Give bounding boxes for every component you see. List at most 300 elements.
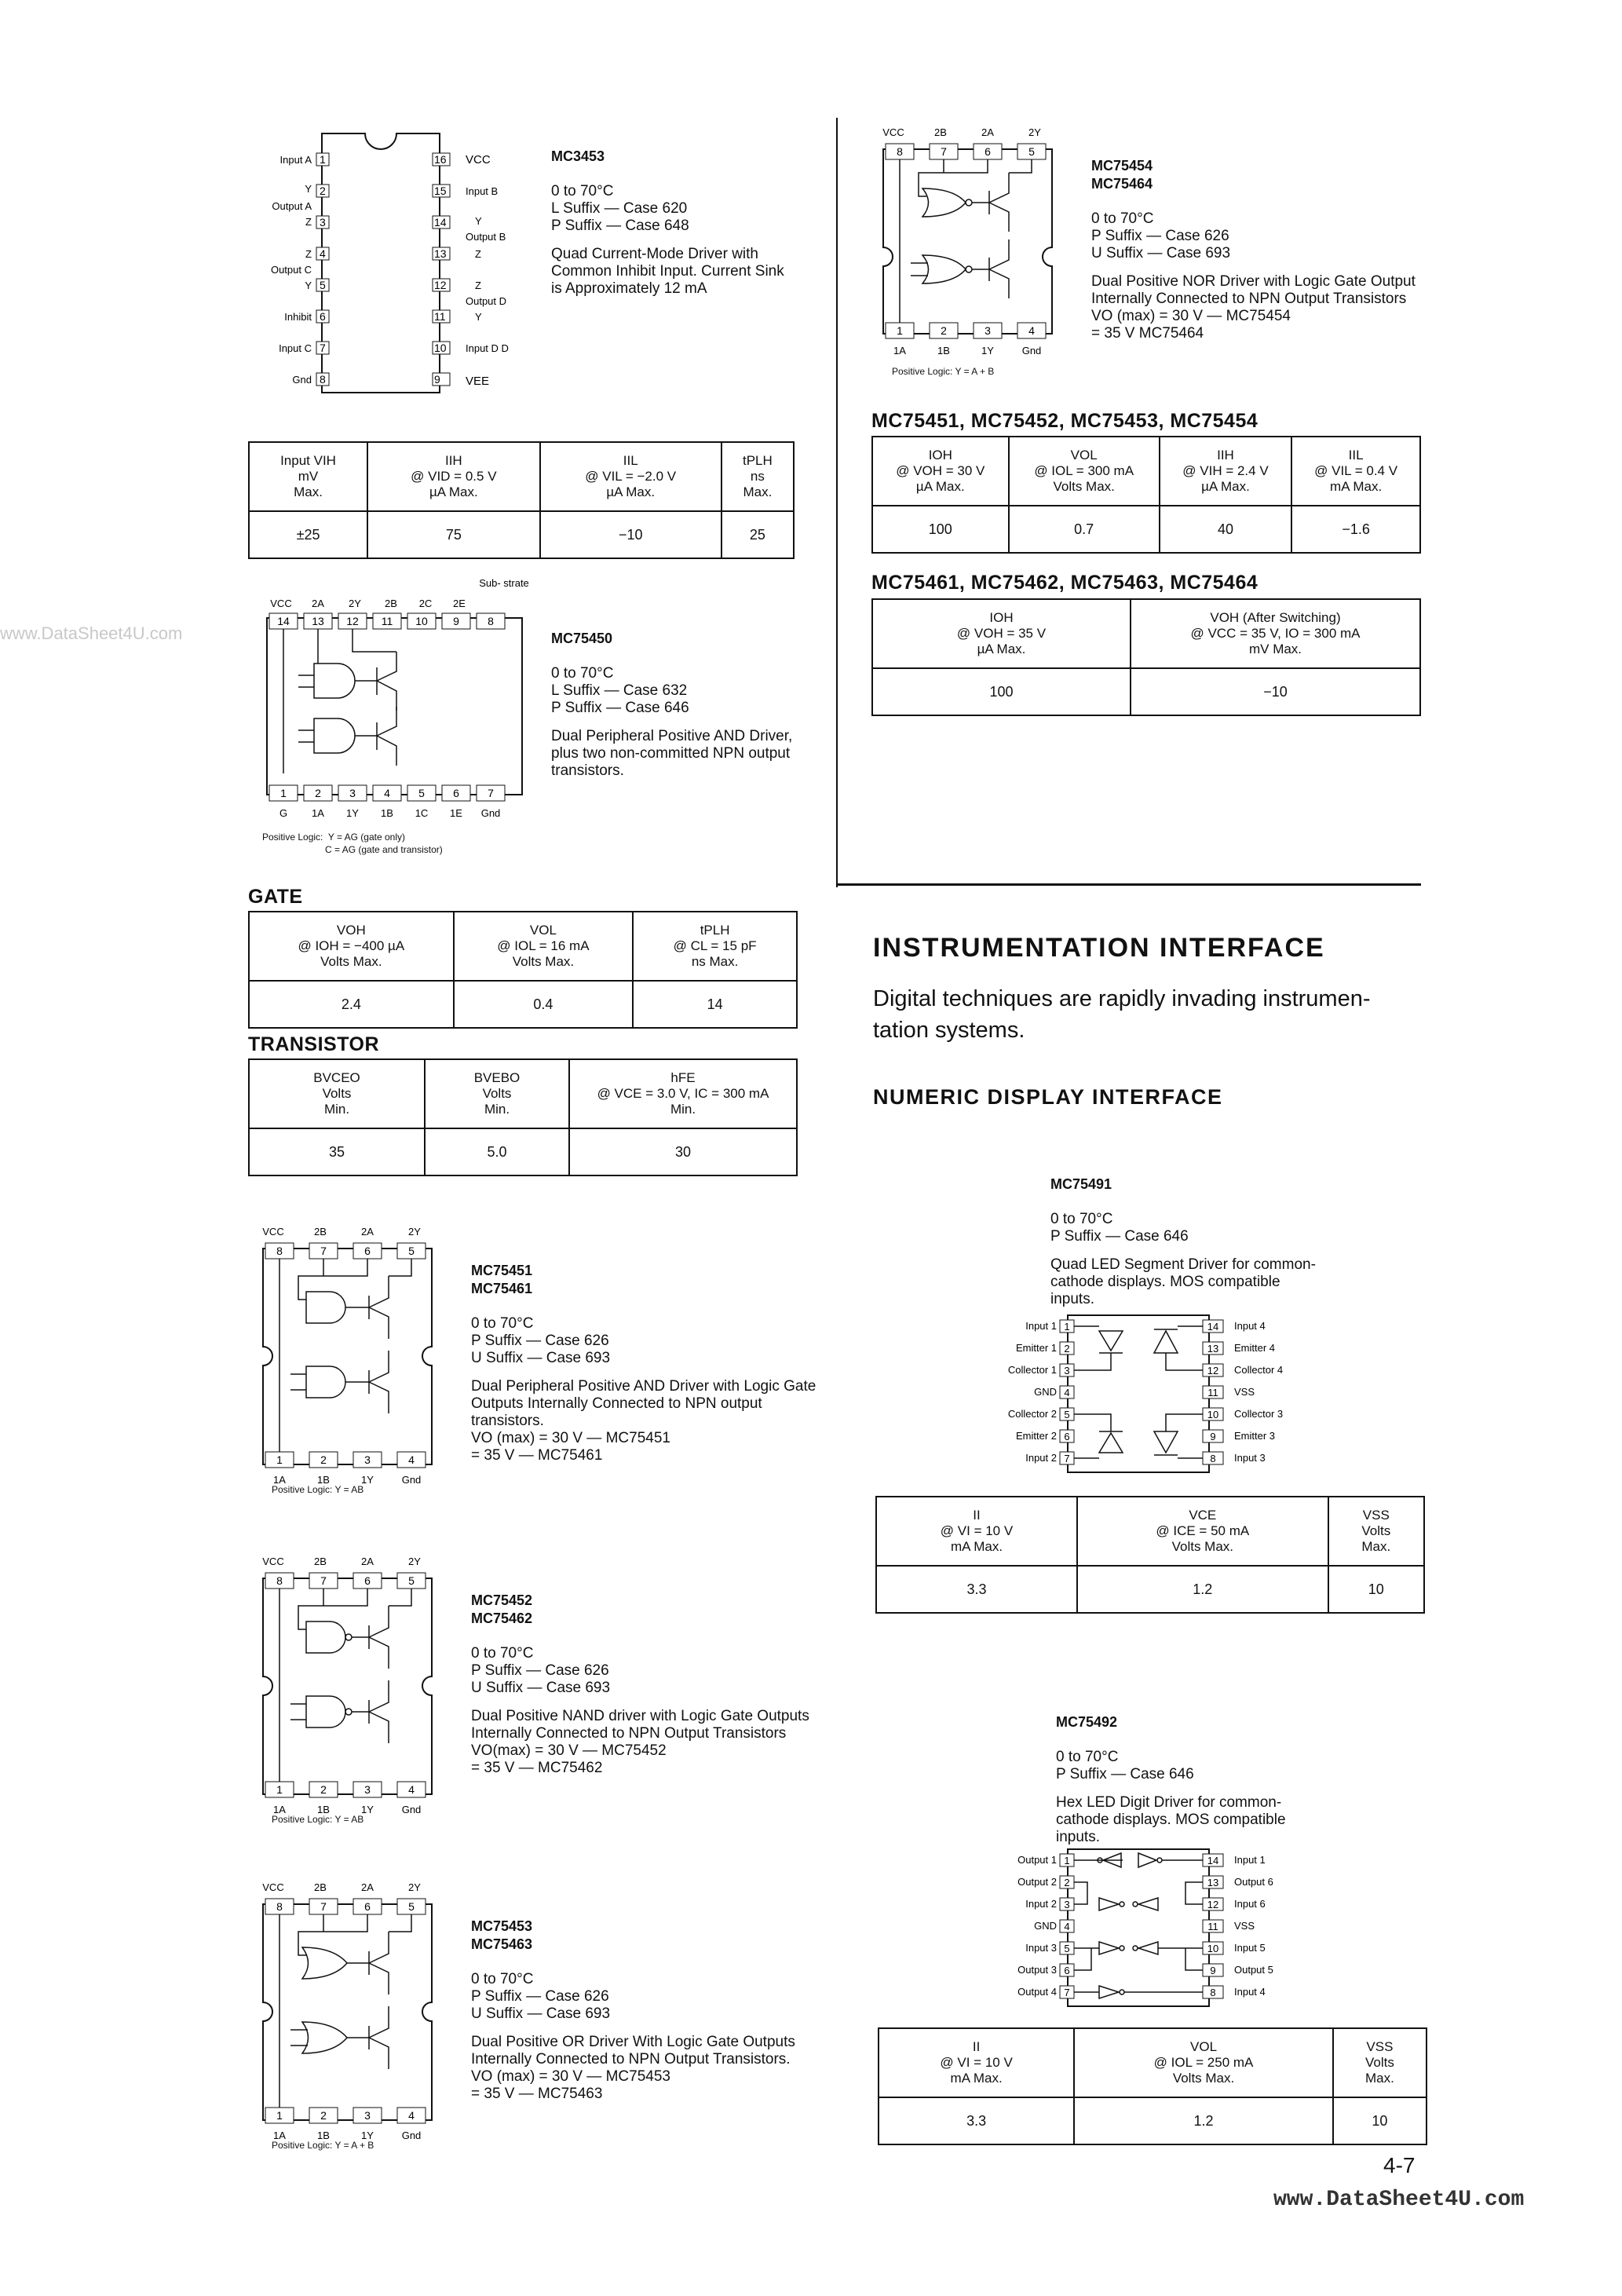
- section-paragraph: Digital techniques are rapidly invading instrumen- tation systems.: [873, 986, 1371, 1043]
- table-header: VOL @ IOL = 250 mA Volts Max.: [1074, 2028, 1333, 2097]
- pin-label: 14: [277, 615, 290, 627]
- signal-label: Emitter 4: [1234, 1342, 1276, 1354]
- pin-label: 1: [1064, 1321, 1070, 1333]
- table-5145x: [871, 436, 1421, 554]
- pin-label: 13: [1207, 1343, 1219, 1355]
- part-function: Hex LED Digit Driver for common- cathode displays. MOS compatible inputs.: [1056, 1794, 1286, 1845]
- top-pins: [269, 613, 505, 629]
- signal-label: 2B: [385, 598, 397, 609]
- bottom-pins: [269, 785, 505, 801]
- table-cell: 10: [1333, 2097, 1427, 2144]
- signal-label: 1B: [317, 2130, 330, 2141]
- signal-label: Sub- strate: [479, 577, 529, 589]
- signal-label: 1A: [312, 807, 324, 819]
- signal-label: Input D D: [466, 342, 509, 354]
- table-cell: 30: [569, 1128, 797, 1175]
- watermark-bottom: www.DataSheet4U.com: [1273, 2188, 1525, 2212]
- table-header: VOH @ IOH = −400 µA Volts Max.: [249, 912, 454, 981]
- pin-label: 6: [364, 1574, 371, 1587]
- table-header: VOL @ IOL = 16 mA Volts Max.: [454, 912, 634, 981]
- table-cell: 25: [721, 511, 794, 558]
- signal-label: VCC: [882, 126, 904, 138]
- table-cell: 35: [249, 1128, 425, 1175]
- mc75453-logic: Positive Logic: Y = A + B: [272, 2140, 374, 2151]
- pin-label: 5: [408, 1574, 415, 1587]
- pin-label: 9: [434, 373, 440, 386]
- signal-label: VCC: [270, 598, 292, 609]
- pin-label: 3: [364, 1783, 371, 1796]
- part-title: MC75453 MC75463: [471, 1918, 533, 1952]
- pin-label: 10: [415, 615, 428, 627]
- signal-label: Input 2: [1025, 1898, 1057, 1910]
- pin-label: 8: [276, 1245, 283, 1257]
- pin-label: 4: [1028, 324, 1035, 337]
- table-header: VSS Volts Max.: [1333, 2028, 1427, 2097]
- pin-label: 8: [897, 145, 903, 158]
- signal-label: Input 3: [1025, 1942, 1057, 1954]
- pin-label: 4: [384, 787, 390, 799]
- pin-label: 4: [1064, 1921, 1070, 1932]
- signal-label: VCC: [262, 1556, 284, 1567]
- signal-label: Z: [305, 216, 312, 228]
- signal-label: 1Y: [361, 1474, 374, 1486]
- signal-label: Gnd: [1021, 345, 1042, 356]
- table-cell: 100: [872, 506, 1009, 553]
- page-number: 4-7: [1383, 2153, 1416, 2177]
- part-title: MC75454 MC75464: [1091, 158, 1153, 192]
- package-body: [322, 133, 440, 393]
- mc75454-package-diagram: [871, 122, 1076, 389]
- part-title: MC3453: [551, 148, 605, 164]
- table-cell: 1.2: [1077, 1566, 1328, 1613]
- part-function: Dual Positive OR Driver With Logic Gate Outputs Internally Connected to NPN Output Transistors. VO (max) = 30 V — MC75453 = 35 V — MC75463: [471, 2034, 795, 2102]
- signal-label: 1B: [317, 1474, 330, 1486]
- pin-label: 10: [434, 342, 447, 354]
- pin-label: 4: [320, 247, 326, 260]
- mc75450-logic: Positive Logic: Y = AG (gate only) C = AG (gate and transistor): [262, 832, 443, 855]
- pin-label: 1: [276, 1783, 283, 1796]
- pin-label: 6: [453, 787, 459, 799]
- signal-label: Gnd: [292, 374, 312, 386]
- signal-label: VCC: [466, 153, 491, 166]
- signal-label: Input 4: [1234, 1986, 1266, 1998]
- pin-label: 8: [1210, 1453, 1216, 1464]
- signal-label: Output 4: [1017, 1986, 1057, 1998]
- signal-label: 2Y: [408, 1556, 421, 1567]
- transistor-spec-table: [248, 1058, 798, 1176]
- mc75492-description: [1056, 1696, 1286, 1863]
- signal-label: Output 6: [1234, 1876, 1273, 1888]
- pin-label: 11: [1207, 1387, 1218, 1398]
- signal-label: Inhibit: [284, 311, 312, 323]
- signal-label: VSS: [1234, 1386, 1255, 1398]
- table-cell: 10: [1328, 1566, 1424, 1613]
- mc3453-package-diagram: [247, 118, 561, 416]
- signal-label: Input 4: [1234, 1320, 1266, 1332]
- signal-label: Output A: [272, 200, 312, 212]
- signal-label: 2B: [314, 1226, 327, 1238]
- signal-label: Output 5: [1234, 1964, 1273, 1976]
- signal-label: VSS: [1234, 1920, 1255, 1932]
- pin-label: 1: [276, 2109, 283, 2122]
- table-header: tPLH ns Max.: [721, 442, 794, 511]
- table-header: VSS Volts Max.: [1328, 1497, 1424, 1566]
- table-header: VOL @ IOL = 300 mA Volts Max.: [1009, 437, 1160, 506]
- signal-label: 2C: [418, 598, 433, 609]
- column-divider: [836, 118, 838, 887]
- pin-label: 1: [276, 1453, 283, 1466]
- signal-label: Emitter 3: [1234, 1430, 1276, 1442]
- signal-label: Input 1: [1025, 1320, 1057, 1332]
- package-body: [263, 1904, 432, 2120]
- signal-label: Input A: [279, 154, 312, 166]
- signal-label: Gnd: [401, 1804, 422, 1815]
- pin-label: 8: [320, 373, 326, 386]
- mc75454-description: [1091, 140, 1416, 360]
- mc75452-package-diagram: [251, 1551, 455, 1818]
- signal-label: Output 2: [1017, 1876, 1057, 1888]
- mc75452-logic: Positive Logic: Y = AB: [272, 1814, 364, 1825]
- right-pins: [433, 153, 450, 386]
- signal-label: 1B: [317, 1804, 330, 1815]
- pin-label: 7: [320, 1574, 327, 1587]
- pin-label: 14: [1207, 1855, 1219, 1866]
- signal-label: 2B: [314, 1881, 327, 1893]
- signal-label: Output C: [270, 264, 312, 276]
- signal-label: 1B: [381, 807, 393, 819]
- table-cell: −10: [1131, 668, 1420, 715]
- signal-label: 2A: [312, 598, 324, 609]
- table-header: IIL @ VIL = −2.0 V µA Max.: [540, 442, 721, 511]
- mc75451-logic: Positive Logic: Y = AB: [272, 1484, 364, 1495]
- pin-label: 10: [1207, 1943, 1219, 1954]
- table-cell: 2.4: [249, 981, 454, 1028]
- signal-label: 2A: [361, 1226, 374, 1238]
- table-header: IOH @ VOH = 30 V µA Max.: [872, 437, 1009, 506]
- pin-label: 2: [1064, 1877, 1070, 1888]
- pin-label: 16: [434, 153, 447, 166]
- signal-label: 1C: [415, 807, 429, 819]
- pin-label: 3: [1064, 1365, 1070, 1377]
- signal-label: Output D: [466, 295, 507, 307]
- part-function: Dual Peripheral Positive AND Driver with Logic Gate Outputs Internally Connected to NPN output transistors. VO (max) = 30 V — MC75451 = 35 V — MC75461: [471, 1378, 816, 1464]
- table-cell: 14: [633, 981, 797, 1028]
- signal-label: Y: [305, 280, 312, 291]
- pin-label: 11: [381, 615, 393, 627]
- signal-label: Gnd: [401, 2130, 422, 2141]
- signal-label: G: [279, 807, 288, 819]
- pin-label: 2: [941, 324, 947, 337]
- table-header: BVEBO Volts Min.: [425, 1059, 569, 1128]
- pin-label: 3: [1064, 1899, 1070, 1910]
- internal-circuit: [900, 159, 1032, 323]
- part-title: MC75492: [1056, 1714, 1118, 1730]
- internal-circuit: [283, 629, 396, 773]
- pin-label: 5: [418, 787, 425, 799]
- section-heading: INSTRUMENTATION INTERFACE: [873, 933, 1325, 963]
- pin-label: 15: [434, 185, 447, 197]
- signal-label: Collector 2: [1007, 1408, 1057, 1420]
- signal-label: Input C: [279, 342, 312, 354]
- table-5146x: [871, 598, 1421, 716]
- mc75491-package-diagram: [974, 1307, 1319, 1476]
- part-function: Quad Current-Mode Driver with Common Inhibit Input. Current Sink is Approximately 12 mA: [551, 246, 784, 297]
- part-function: Dual Peripheral Positive AND Driver, plus two non-committed NPN output transistors.: [551, 728, 793, 779]
- package-body: [267, 618, 522, 795]
- pin-label: 3: [364, 1453, 371, 1466]
- pin-label: 1: [1064, 1855, 1070, 1866]
- transistor-table-title: TRANSISTOR: [248, 1033, 380, 1055]
- pin-label: 5: [320, 279, 326, 291]
- table-header: VCE @ ICE = 50 mA Volts Max.: [1077, 1497, 1328, 1566]
- signal-label: 1E: [450, 807, 462, 819]
- part-specs: 0 to 70°C P Suffix — Case 626 U Suffix — Case 693: [471, 1971, 611, 2022]
- pin-label: 6: [320, 310, 326, 323]
- table-header: II @ VI = 10 V mA Max.: [876, 1497, 1077, 1566]
- pin-label: 11: [1207, 1921, 1218, 1932]
- signal-label: Gnd: [401, 1474, 422, 1486]
- pin-label: 8: [488, 615, 494, 627]
- signal-label: Collector 1: [1007, 1364, 1057, 1376]
- mc75491-description: [1050, 1158, 1316, 1325]
- pin-label: 6: [364, 1900, 371, 1913]
- internal-circuit: [1074, 1326, 1203, 1458]
- mc75450-description: [551, 612, 792, 797]
- pin-label: 14: [1207, 1321, 1219, 1333]
- signal-label: 2Y: [349, 598, 361, 609]
- table-header: IOH @ VOH = 35 V µA Max.: [872, 599, 1131, 668]
- pin-label: 7: [941, 145, 947, 158]
- signal-label: 1B: [937, 345, 950, 356]
- pin-label: 12: [346, 615, 359, 627]
- left-signal-labels: [271, 154, 312, 386]
- mc75492-package-diagram: [974, 1841, 1319, 2010]
- pin-label: 4: [408, 1783, 415, 1796]
- signal-label: 2B: [314, 1556, 327, 1567]
- pin-label: 13: [1207, 1877, 1219, 1888]
- package-body: [263, 1249, 432, 1464]
- pin-label: 1: [320, 153, 326, 166]
- part-function: Quad LED Segment Driver for common- cathode displays. MOS compatible inputs.: [1050, 1256, 1316, 1307]
- part-title: MC75491: [1050, 1176, 1112, 1192]
- pin-label: 13: [434, 247, 447, 260]
- signal-label: 2Y: [1028, 126, 1041, 138]
- pin-label: 5: [1064, 1943, 1070, 1954]
- signal-label: 1A: [893, 345, 906, 356]
- part-specs: 0 to 70°C P Suffix — Case 626 U Suffix — Case 693: [1091, 210, 1231, 261]
- pin-label: 6: [364, 1245, 371, 1257]
- pin-label: 4: [408, 2109, 415, 2122]
- table-header: hFE @ VCE = 3.0 V, IC = 300 mA Min.: [569, 1059, 797, 1128]
- pin-label: 2: [320, 1783, 327, 1796]
- mc3453-description: [551, 130, 784, 315]
- signal-label: 2B: [934, 126, 947, 138]
- pin-label: 7: [320, 1245, 327, 1257]
- pin-label: 12: [1207, 1365, 1219, 1377]
- signal-label: Collector 4: [1234, 1364, 1284, 1376]
- top-labels: [270, 577, 529, 609]
- part-function: Dual Positive NAND driver with Logic Gate Outputs Internally Connected to NPN Output Transistors VO(max) = 30 V — MC75452 = 35 V — MC75462: [471, 1708, 809, 1776]
- signal-label: 1A: [273, 2130, 286, 2141]
- signal-label: 1A: [273, 1804, 286, 1815]
- pin-label: 1: [897, 324, 903, 337]
- part-function: Dual Positive NOR Driver with Logic Gate Output Internally Connected to NPN Output Transistors VO (max) = 30 V — MC75454 = 35 V MC75464: [1091, 273, 1416, 342]
- signal-label: Gnd: [480, 807, 501, 819]
- table-cell: 100: [872, 668, 1131, 715]
- mc75453-description: [471, 1900, 795, 2120]
- signal-label: Input B: [466, 185, 499, 197]
- pin-label: 7: [1064, 1987, 1070, 1998]
- part-specs: 0 to 70°C L Suffix — Case 620 P Suffix — Case 648: [551, 183, 689, 234]
- pin-label: 9: [1210, 1431, 1216, 1442]
- table-cell: 3.3: [879, 2097, 1074, 2144]
- part-specs: 0 to 70°C P Suffix — Case 626 U Suffix — Case 693: [471, 1315, 611, 1366]
- signal-label: GND: [1034, 1386, 1057, 1398]
- signal-label: 1Y: [361, 2130, 374, 2141]
- pin-label: 3: [364, 2109, 371, 2122]
- pin-label: 5: [1064, 1409, 1070, 1420]
- pin-label: 5: [1028, 145, 1035, 158]
- pin-label: 8: [276, 1574, 283, 1587]
- signal-label: Input 6: [1234, 1898, 1266, 1910]
- pin-label: 4: [1064, 1387, 1070, 1398]
- signal-label: Y: [475, 215, 482, 227]
- signal-label: VEE: [466, 375, 490, 388]
- table-cell: 0.4: [454, 981, 634, 1028]
- package-body: [1068, 1315, 1209, 1472]
- signal-label: 2Y: [408, 1226, 421, 1238]
- mc75451-package-diagram: [251, 1221, 455, 1488]
- table-cell: ±25: [249, 511, 367, 558]
- pin-label: 2: [320, 2109, 327, 2122]
- mc75454-logic: Positive Logic: Y = A + B: [892, 366, 995, 377]
- signal-label: VCC: [262, 1881, 284, 1893]
- signal-label: Input 1: [1234, 1854, 1266, 1866]
- pin-label: 7: [320, 1900, 327, 1913]
- package-body: [263, 1578, 432, 1794]
- watermark-left: www.DataSheet4U.com: [0, 623, 183, 643]
- pin-label: 3: [349, 787, 356, 799]
- signal-label: 1Y: [981, 345, 994, 356]
- signal-label: Z: [475, 280, 481, 291]
- table-cell: 0.7: [1009, 506, 1160, 553]
- pin-label: 11: [434, 310, 446, 323]
- mc75453-package-diagram: [251, 1877, 455, 2144]
- pin-label: 2: [1064, 1343, 1070, 1355]
- table-header: VOH (After Switching) @ VCC = 35 V, IO = 300 mA mV Max.: [1131, 599, 1420, 668]
- part-specs: 0 to 70°C P Suffix — Case 646: [1056, 1749, 1194, 1782]
- signal-label: Collector 3: [1234, 1408, 1284, 1420]
- pin-label: 7: [1064, 1453, 1070, 1464]
- table-cell: 3.3: [876, 1566, 1077, 1613]
- internal-circuit: [1074, 1853, 1203, 1998]
- pin-label: 6: [1064, 1431, 1070, 1442]
- pin-label: 6: [985, 145, 991, 158]
- pin-label: 5: [408, 1245, 415, 1257]
- signal-label: Output 1: [1017, 1854, 1057, 1866]
- pin-label: 5: [408, 1900, 415, 1913]
- signal-label: Z: [305, 248, 312, 260]
- pin-label: 10: [1207, 1409, 1219, 1420]
- part-title: MC75450: [551, 631, 613, 646]
- signal-label: Emitter 2: [1015, 1430, 1057, 1442]
- signal-label: 2Y: [408, 1881, 421, 1893]
- signal-label: Input 2: [1025, 1452, 1057, 1464]
- table-header: II @ VI = 10 V mA Max.: [879, 2028, 1074, 2097]
- pin-label: 12: [434, 279, 447, 291]
- pin-label: 14: [434, 216, 447, 229]
- signal-label: Input 5: [1234, 1942, 1266, 1954]
- pin-label: 7: [488, 787, 494, 799]
- mc75492-spec-table: [878, 2027, 1427, 2145]
- table-cell: −1.6: [1291, 506, 1420, 553]
- section-divider: [836, 883, 1421, 886]
- pin-label: 13: [312, 615, 324, 627]
- subsection-heading: NUMERIC DISPLAY INTERFACE: [873, 1085, 1223, 1109]
- table-5146x-title: MC75461, MC75462, MC75463, MC75464: [871, 572, 1259, 594]
- signal-label: 1Y: [361, 1804, 374, 1815]
- table-header: IIH @ VIH = 2.4 V µA Max.: [1160, 437, 1291, 506]
- part-specs: 0 to 70°C P Suffix — Case 646: [1050, 1211, 1189, 1245]
- pin-label: 4: [408, 1453, 415, 1466]
- gate-table-title: GATE: [248, 886, 303, 908]
- signal-label: 2A: [981, 126, 994, 138]
- pin-label: 8: [1210, 1987, 1216, 1998]
- table-cell: 75: [367, 511, 540, 558]
- signal-label: 1Y: [346, 807, 359, 819]
- part-title: MC75451 MC75461: [471, 1263, 533, 1296]
- part-specs: 0 to 70°C P Suffix — Case 626 U Suffix — Case 693: [471, 1645, 611, 1696]
- signal-label: Y: [475, 311, 482, 323]
- pin-label: 7: [320, 342, 326, 354]
- internal-circuit: [279, 1589, 411, 1782]
- mc75450-package-diagram: [251, 577, 550, 868]
- signal-label: Z: [475, 248, 481, 260]
- table-cell: 1.2: [1074, 2097, 1333, 2144]
- table-header: BVCEO Volts Min.: [249, 1059, 425, 1128]
- package-body: [883, 149, 1052, 334]
- mc75491-spec-table: [875, 1496, 1425, 1614]
- pin-label: 2: [320, 1453, 327, 1466]
- internal-circuit: [279, 1259, 411, 1452]
- signal-label: Y: [305, 183, 312, 195]
- table-header: IIL @ VIL = 0.4 V mA Max.: [1291, 437, 1420, 506]
- mc75451-description: [471, 1245, 816, 1482]
- signal-label: Emitter 1: [1015, 1342, 1057, 1354]
- table-header: tPLH @ CL = 15 pF ns Max.: [633, 912, 797, 981]
- pin-label: 12: [1207, 1899, 1219, 1910]
- gate-spec-table: [248, 911, 798, 1029]
- table-cell: −10: [540, 511, 721, 558]
- table-header: IIH @ VID = 0.5 V µA Max.: [367, 442, 540, 511]
- package-body: [1068, 1849, 1209, 2006]
- table-header: Input VIH mV Max.: [249, 442, 367, 511]
- pin-label: 2: [320, 185, 326, 197]
- pin-label: 8: [276, 1900, 283, 1913]
- part-specs: 0 to 70°C L Suffix — Case 632 P Suffix — Case 646: [551, 665, 689, 716]
- signal-label: 2A: [361, 1556, 374, 1567]
- pin-label: 6: [1064, 1965, 1070, 1976]
- signal-label: Input 3: [1234, 1452, 1266, 1464]
- table-cell: 40: [1160, 506, 1291, 553]
- signal-label: Output 3: [1017, 1964, 1057, 1976]
- pin-label: 1: [280, 787, 287, 799]
- part-title: MC75452 MC75462: [471, 1592, 533, 1626]
- signal-label: 2E: [453, 598, 466, 609]
- signal-label: GND: [1034, 1920, 1057, 1932]
- pin-label: 9: [1210, 1965, 1216, 1976]
- right-signal-labels: [466, 153, 509, 388]
